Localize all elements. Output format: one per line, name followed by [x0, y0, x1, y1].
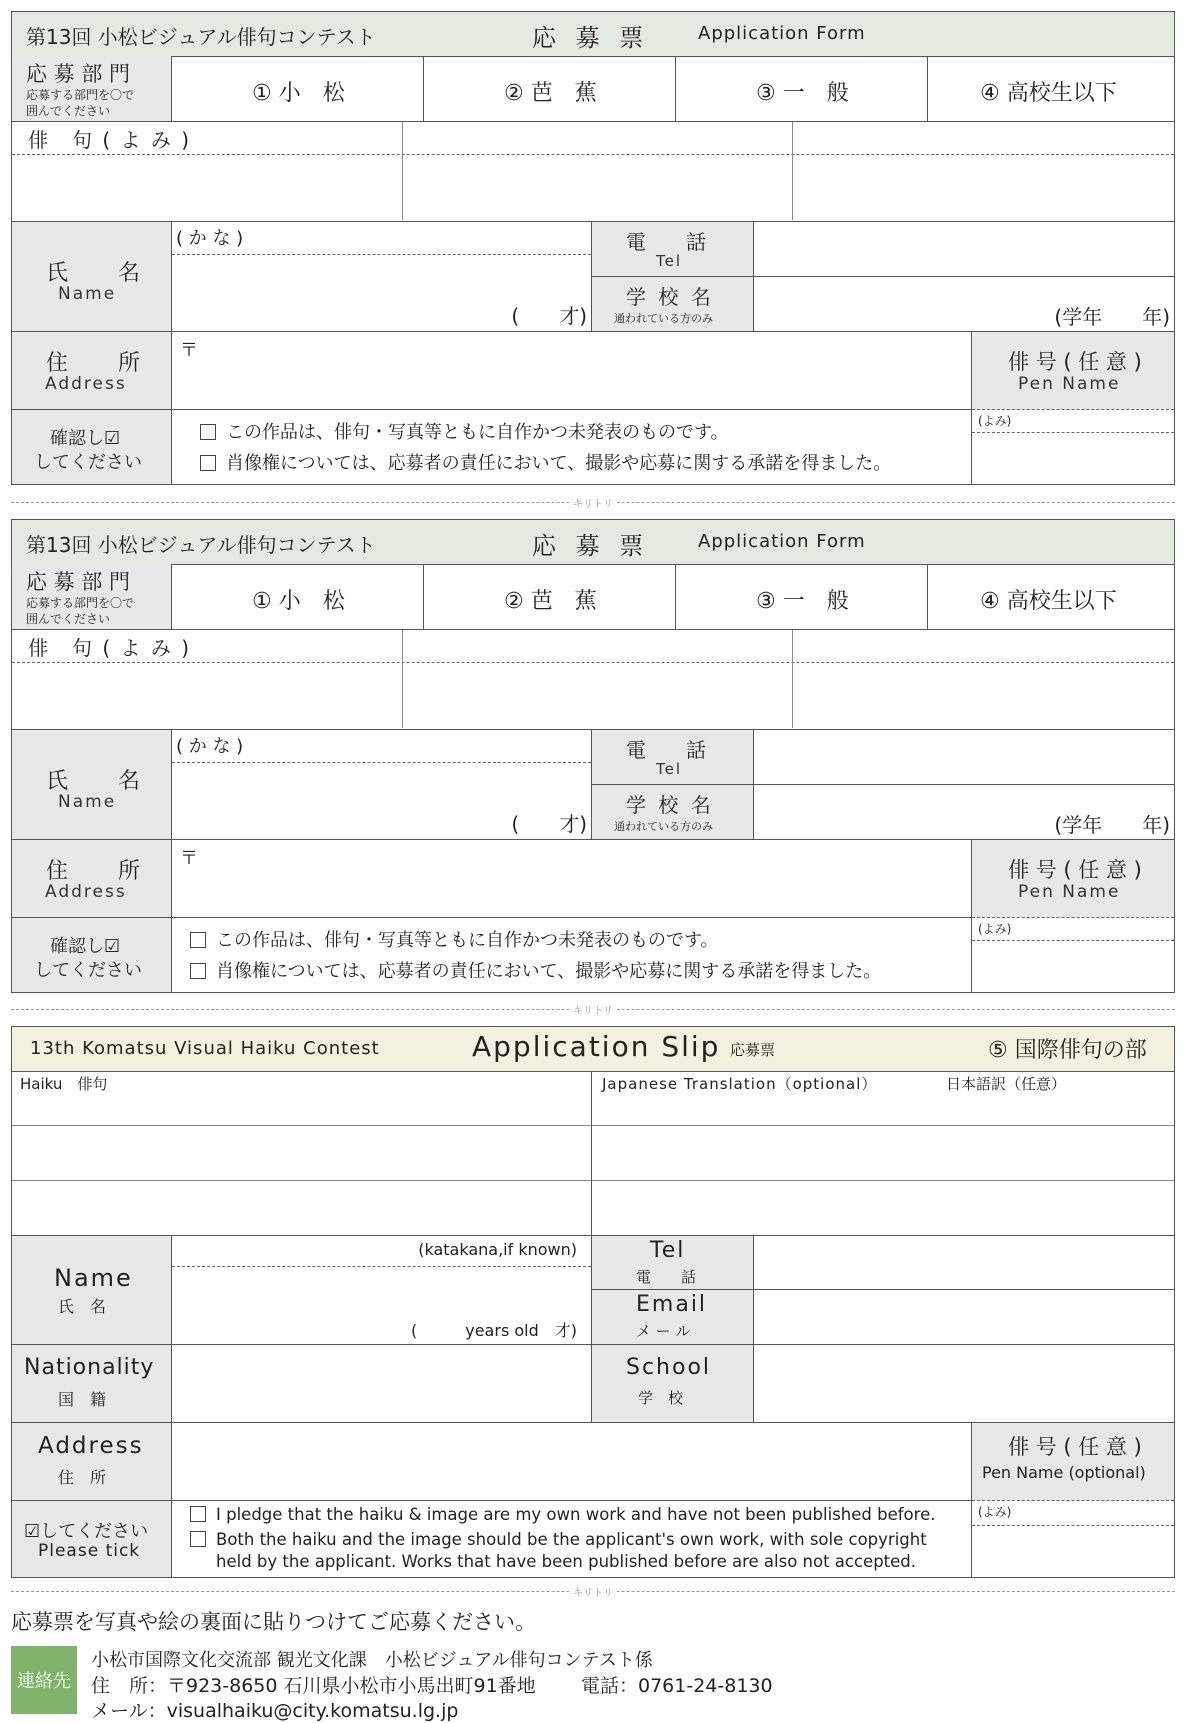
tel-field[interactable] [754, 730, 1174, 785]
postal-mark: 〒 [180, 848, 198, 869]
name-label-en: Name [58, 792, 117, 812]
confirm-label-2: してください [34, 452, 142, 473]
katakana-label: (katakana,if known) [418, 1240, 577, 1259]
email-label: Email [636, 1292, 708, 1317]
penname-label: 俳 号 ( 任 意 ) [1008, 1435, 1142, 1459]
category-option[interactable]: ③ 一 般 [676, 564, 928, 630]
postal-mark: 〒 [180, 340, 198, 361]
category-option[interactable]: ② 芭 蕉 [424, 564, 676, 630]
school-label-cell [592, 277, 754, 332]
yomi-label: (よみ) [978, 922, 1012, 936]
confirm-label-2: してください [34, 960, 142, 981]
school-note: 通われている方のみ [614, 820, 713, 833]
form-title-center: 応 募 票 [532, 24, 650, 52]
category-note-2: 囲んでください [26, 104, 111, 118]
category-option[interactable]: ③ 一 般 [676, 56, 928, 122]
check-row[interactable]: この作品は、俳句・写真等ともに自作かつ未発表のものです。 [190, 926, 719, 952]
name-label-cell [12, 730, 172, 840]
haiku-divider [12, 662, 1174, 663]
checkbox[interactable] [190, 1531, 206, 1547]
confirm-label: 確認し☑ [50, 936, 121, 957]
category-label: 応 募 部 門 [26, 62, 131, 86]
category-label-cell [12, 564, 172, 630]
translation-label-jp: 日本語訳（任意） [946, 1075, 1067, 1093]
checkbox[interactable] [190, 963, 206, 979]
penname-label-cell [972, 840, 1174, 918]
checklist [172, 410, 972, 484]
haiku-label: 俳 句 ( よ み ) [28, 128, 192, 152]
tel-label-en: Tel [656, 252, 683, 270]
checkbox[interactable] [200, 455, 216, 471]
check-row[interactable]: I pledge that the haiku & image are my own work and have not been published before. [190, 1505, 935, 1524]
kana-label: ( か な ) [176, 228, 244, 249]
cut-line: キリトリ [11, 1591, 1175, 1592]
school-label: 学 校 名 [626, 285, 714, 309]
kana-divider [172, 762, 591, 763]
haiku-line-field[interactable] [792, 630, 793, 728]
tick-label-en: Please tick [38, 1541, 141, 1561]
nationality-label-jp: 国 籍 [58, 1390, 107, 1409]
name-label-cell [12, 222, 172, 332]
age-label: ( 才) [511, 304, 587, 328]
yomi-divider [972, 940, 1174, 941]
form-title-en: Application Form [698, 23, 866, 44]
application-form-1 [11, 11, 1175, 485]
penname-field[interactable] [972, 918, 1174, 992]
address-label-jp: 住 所 [58, 1468, 107, 1487]
penname-label: 俳 号 ( 任 意 ) [1008, 350, 1142, 374]
tel-label-cell [592, 1235, 754, 1290]
name-label: 氏 名 [46, 261, 143, 286]
name-label: 氏 名 [46, 769, 143, 794]
address-field[interactable] [172, 332, 972, 410]
penname-label-cell [972, 1423, 1174, 1501]
translation-field[interactable] [592, 1071, 1174, 1235]
haiku-section [12, 630, 1174, 730]
nationality-label: Nationality [24, 1355, 155, 1380]
category-note-1: 応募する部門を〇で [26, 596, 135, 610]
category-label-cell [12, 56, 172, 122]
name-field[interactable] [172, 1235, 592, 1345]
penname-label-en: Pen Name (optional) [982, 1463, 1146, 1482]
application-form-2 [11, 519, 1175, 993]
check-row[interactable]: 肖像権については、応募者の責任において、撮影や応募に関する承諾を得ました。 [200, 449, 891, 475]
yomi-divider [972, 432, 1174, 433]
school-label: 学 校 名 [626, 793, 714, 817]
check-row[interactable]: 肖像権については、応募者の責任において、撮影や応募に関する承諾を得ました。 [190, 957, 881, 983]
form-title: 第13回 小松ビジュアル俳句コンテスト [26, 25, 376, 49]
school-field[interactable] [754, 1345, 1174, 1423]
haiku-label: 俳 句 ( よ み ) [28, 636, 192, 660]
contact-email[interactable]: メール：visualhaiku@city.komatsu.lg.jp [91, 1700, 459, 1722]
name-label-en: Name [58, 284, 117, 304]
email-label-cell [592, 1290, 754, 1345]
address-label-cell [12, 332, 172, 410]
category-note-2: 囲んでください [26, 612, 111, 626]
address-label-en: Address [45, 882, 127, 902]
contact-line-1: 小松市国際文化交流部 観光文化課 小松ビジュアル俳句コンテスト係 [91, 1650, 653, 1671]
form-title-en: Application Form [698, 531, 866, 552]
address-field[interactable] [172, 1423, 972, 1501]
tel-label-cell [592, 222, 754, 277]
confirm-label-cell [12, 918, 172, 992]
grade-label: (学年 年) [1054, 305, 1170, 329]
translation-line [592, 1180, 1174, 1181]
category-option[interactable]: ① 小 松 [172, 56, 424, 122]
yomi-label: (よみ) [978, 414, 1012, 428]
checkbox[interactable] [200, 424, 216, 440]
check-text-cont: held by the applicant. Works that have been published before are also not accepted. [216, 1552, 917, 1571]
name-label-cell [12, 1235, 172, 1345]
category-option[interactable]: ② 芭 蕉 [424, 56, 676, 122]
penname-label-en: Pen Name [1018, 882, 1121, 902]
address-label: Address [38, 1433, 144, 1459]
haiku-line-field[interactable] [792, 122, 793, 220]
school-field[interactable] [754, 277, 1174, 332]
slip-title: Application Slip [472, 1030, 721, 1063]
haiku-field[interactable] [12, 1071, 592, 1235]
age-label: ( years old 才) [411, 1321, 577, 1340]
haiku-line [12, 1180, 591, 1181]
form-title-center: 応 募 票 [532, 532, 650, 560]
name-field[interactable] [172, 730, 592, 840]
confirm-label: 確認し☑ [50, 428, 121, 449]
contact-address: 住 所：〒923-8650 石川県小松市小馬出町91番地 [91, 1675, 536, 1697]
school-label-cell [592, 785, 754, 840]
haiku-line-field[interactable] [402, 630, 403, 728]
category-option[interactable]: ① 小 松 [172, 564, 424, 630]
name-field[interactable] [172, 222, 592, 332]
form-header [12, 12, 1174, 57]
tel-field[interactable] [754, 1235, 1174, 1290]
contact-phone: 電話：0761-24-8130 [581, 1675, 773, 1697]
translation-line [592, 1125, 1174, 1126]
contact-badge: 連絡先 [11, 1646, 77, 1714]
category-note-1: 応募する部門を〇で [26, 88, 135, 102]
haiku-label: Haiku 俳句 [20, 1075, 108, 1093]
tel-label-en: Tel [656, 760, 683, 778]
cut-line: キリトリ [11, 1009, 1175, 1010]
footer [11, 1600, 1175, 1722]
email-label-jp: メ ー ル [636, 1322, 691, 1340]
checklist [172, 918, 972, 992]
haiku-line-field[interactable] [402, 122, 403, 220]
address-label-cell [12, 1423, 172, 1501]
penname-label: 俳 号 ( 任 意 ) [1008, 858, 1142, 882]
kana-divider [172, 254, 591, 255]
name-label-jp: 氏 名 [58, 1297, 107, 1316]
slip-title-en: 13th Komatsu Visual Haiku Contest [30, 1038, 380, 1059]
pledge-checklist [172, 1501, 972, 1577]
category-label: 応 募 部 門 [26, 570, 131, 594]
check-row[interactable]: Both the haiku and the image should be the applicant's own work, with sole copyright [190, 1530, 927, 1549]
tel-label: 電 話 [626, 738, 706, 762]
application-slip [11, 1026, 1175, 1578]
slip-category: ⑤ 国際俳句の部 [988, 1038, 1147, 1063]
yomi-label: (よみ) [978, 1505, 1012, 1519]
penname-label-en: Pen Name [1018, 374, 1121, 394]
form-header [12, 520, 1174, 565]
katakana-divider [172, 1266, 591, 1267]
footer-instruction: 応募票を写真や絵の裏面に貼りつけてご応募ください。 [11, 1610, 536, 1634]
category-option[interactable]: ④ 高校生以下 [928, 56, 1174, 122]
cut-line: キリトリ [11, 502, 1175, 503]
haiku-section [12, 122, 1174, 222]
haiku-line [12, 1125, 591, 1126]
grade-label: (学年 年) [1054, 813, 1170, 837]
tel-label: Tel [650, 1238, 686, 1263]
confirm-label-cell [12, 410, 172, 484]
tel-field[interactable] [754, 222, 1174, 277]
haiku-divider [12, 154, 1174, 155]
name-label: Name [54, 1264, 133, 1292]
address-label: 住 所 [46, 351, 143, 376]
kana-label: ( か な ) [176, 736, 244, 757]
tel-label-cell [592, 730, 754, 785]
tick-label: ☑してください [24, 1521, 149, 1542]
translation-label: Japanese Translation（optional） [602, 1075, 878, 1093]
nationality-label-cell [12, 1345, 172, 1423]
category-option[interactable]: ④ 高校生以下 [928, 564, 1174, 630]
penname-label-cell [972, 332, 1174, 410]
tel-label: 電 話 [626, 230, 706, 254]
checkbox[interactable] [190, 1506, 206, 1522]
school-label: School [626, 1355, 712, 1380]
age-label: ( 才) [511, 812, 587, 836]
tick-label-cell [12, 1501, 172, 1577]
school-field[interactable] [754, 785, 1174, 840]
address-field[interactable] [172, 840, 972, 918]
slip-title-jp: 応募票 [730, 1041, 776, 1059]
yomi-divider [972, 1525, 1174, 1526]
address-label-cell [12, 840, 172, 918]
address-label-en: Address [45, 374, 127, 394]
nationality-field[interactable] [172, 1345, 592, 1423]
school-label-jp: 学 校 [638, 1389, 684, 1407]
school-note: 通われている方のみ [614, 312, 713, 325]
address-label: 住 所 [46, 859, 143, 884]
penname-field[interactable] [972, 410, 1174, 484]
school-label-cell [592, 1345, 754, 1423]
checkbox[interactable] [190, 932, 206, 948]
penname-field[interactable] [972, 1501, 1174, 1577]
slip-header [12, 1027, 1174, 1072]
check-row[interactable]: この作品は、俳句・写真等ともに自作かつ未発表のものです。 [200, 418, 729, 444]
email-field[interactable] [754, 1290, 1174, 1345]
form-title: 第13回 小松ビジュアル俳句コンテスト [26, 533, 376, 557]
tel-label-jp: 電 話 [636, 1268, 697, 1286]
